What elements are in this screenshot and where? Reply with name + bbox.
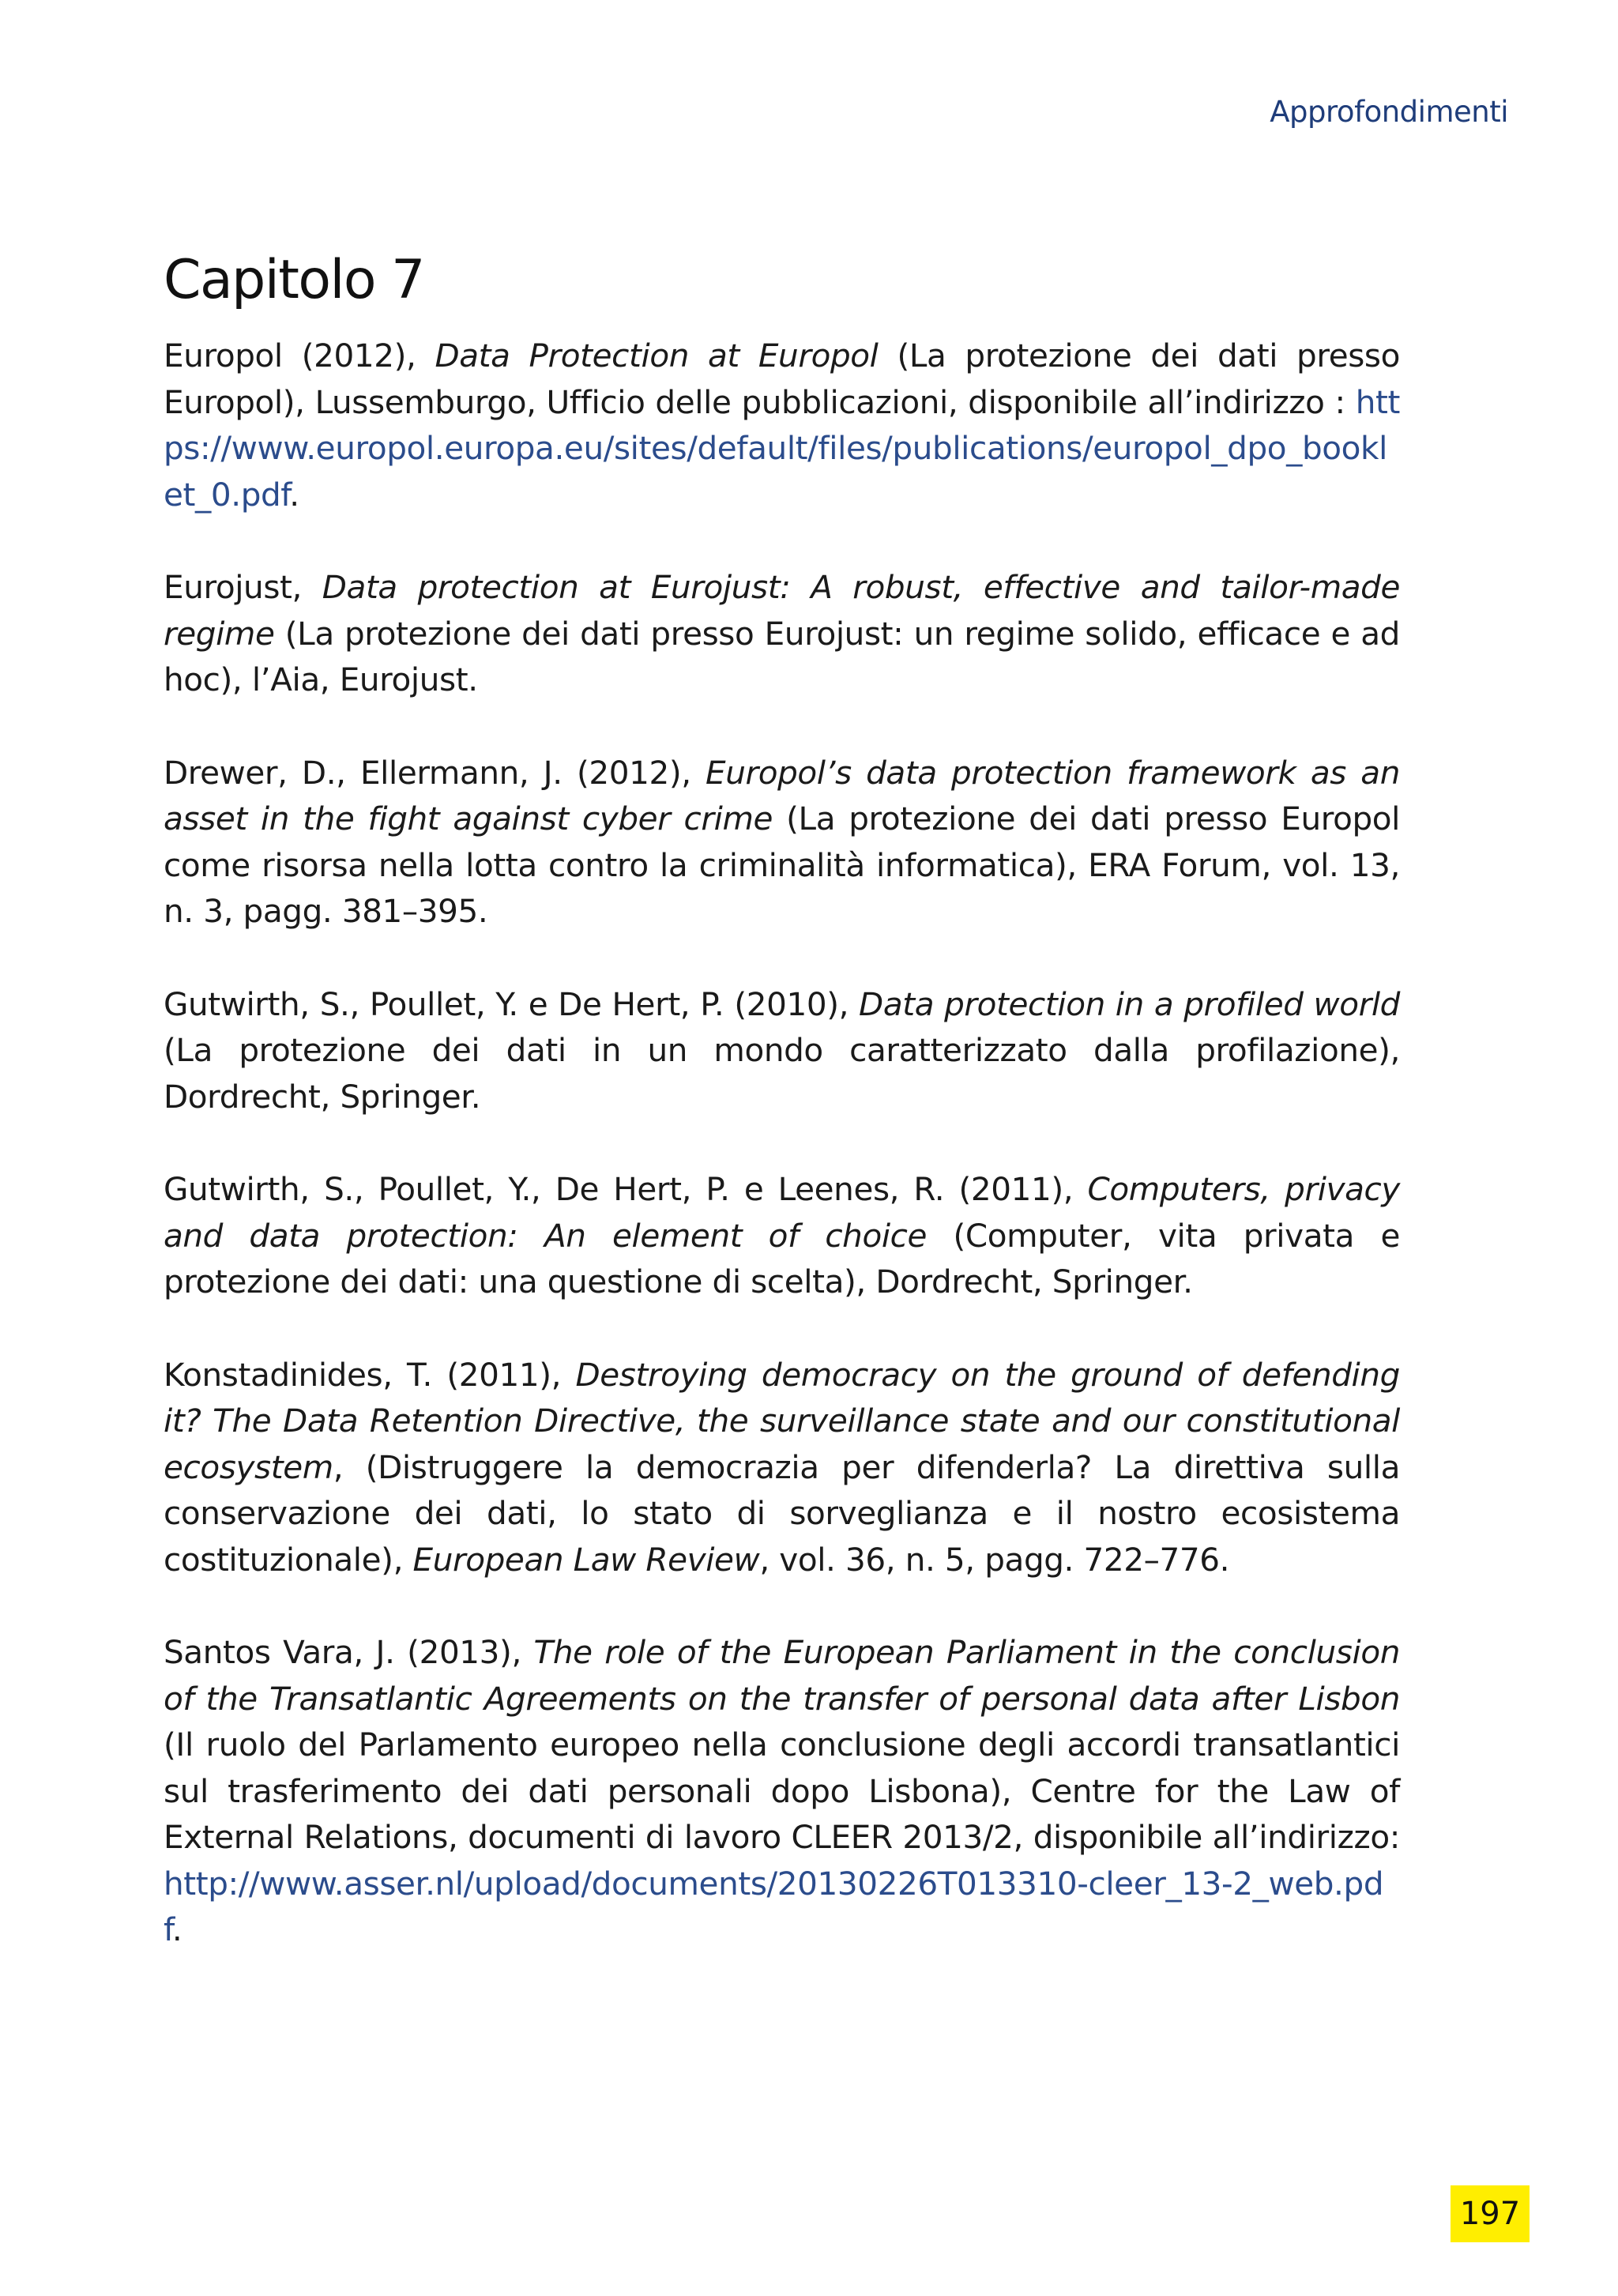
reference-details: (Il ruolo del Parlamento europeo nella conclusione degli accordi transatlantici sul trasferimento dei dati personali dopo Lisbona), Centre for the Law of External Relations, documenti di lavoro CLEER 2013/2, disponibile all’indirizzo: bbox=[164, 1726, 1400, 1856]
reference-end: , vol. 36, n. 5, pagg. 722–776. bbox=[759, 1540, 1230, 1579]
reference-details: (La protezione dei dati presso Europol), Lussemburgo, Ufficio delle pubblicazioni, disponibile all’indirizzo : bbox=[164, 337, 1400, 421]
reference-item bbox=[164, 333, 1400, 518]
reference-item bbox=[164, 1166, 1400, 1305]
reference-item bbox=[164, 750, 1400, 935]
reference-title: Destroying democracy on the ground of defending it? The Data Retention Directive, the surveillance state and our constitutional ecosystem bbox=[164, 1355, 1400, 1486]
reference-authors: Drewer, D., Ellermann, J. (2012), bbox=[164, 753, 706, 792]
reference-item bbox=[164, 1629, 1400, 1953]
reference-title: Europol’s data protection framework as an asset in the fight against cyber crime bbox=[164, 753, 1400, 837]
reference-end: . bbox=[289, 475, 299, 514]
reference-title: Data protection in a profiled world bbox=[859, 984, 1400, 1023]
reference-authors: Gutwirth, S., Poullet, Y., De Hert, P. e Leenes, R. (2011), bbox=[164, 1170, 1088, 1208]
reference-item bbox=[164, 1352, 1400, 1583]
reference-link[interactable]: https://www.europol.europa.eu/sites/default/files/publications/europol_dpo_booklet_0.pdf bbox=[164, 382, 1400, 514]
reference-title: Data Protection at Europol bbox=[435, 337, 879, 375]
reference-details: (La protezione dei dati presso Europol come risorsa nella lotta contro la criminalità informatica), ERA Forum, vol. 13, n. 3, pagg. 381–395. bbox=[164, 800, 1400, 930]
reference-authors: Eurojust, bbox=[164, 568, 322, 606]
reference-authors: Europol (2012), bbox=[164, 337, 435, 375]
reference-item bbox=[164, 564, 1400, 703]
reference-title: Computers, privacy and data protection: An element of choice bbox=[164, 1170, 1400, 1255]
reference-details: , (Distruggere la democrazia per difenderla? La direttiva sulla conservazione dei dati, lo stato di sorveglianza e il nostro ecosistema costituzionale), bbox=[164, 1447, 1400, 1579]
reference-end: . bbox=[171, 1910, 182, 1948]
reference-journal: European Law Review bbox=[412, 1540, 760, 1579]
chapter-title: Capitolo 7 bbox=[164, 249, 424, 311]
reference-details: (Computer, vita privata e protezione dei dati: una questione di scelta), Dordrecht, Springer. bbox=[164, 1216, 1400, 1300]
reference-authors: Konstadinides, T. (2011), bbox=[164, 1355, 576, 1394]
reference-title: The role of the European Parliament in the conclusion of the Transatlantic Agreements on the transfer of personal data after Lisbon bbox=[164, 1633, 1400, 1718]
reference-title: Data protection at Eurojust: A robust, effective and tailor-made regime bbox=[164, 568, 1400, 653]
reference-link[interactable]: http://www.asser.nl/upload/documents/20130226T013310-cleer_13-2_web.pdf bbox=[164, 1864, 1384, 1948]
reference-details: (La protezione dei dati presso Eurojust: un regime solido, efficace e ad hoc), l’Aia, Eurojust. bbox=[164, 614, 1400, 698]
reference-list bbox=[164, 333, 1400, 2000]
page-number-badge: 197 bbox=[1451, 2185, 1530, 2242]
reference-item bbox=[164, 981, 1400, 1120]
reference-authors: Santos Vara, J. (2013), bbox=[164, 1633, 534, 1671]
reference-details: (La protezione dei dati in un mondo caratterizzato dalla profilazione), Dordrecht, Springer. bbox=[164, 1031, 1400, 1116]
reference-authors: Gutwirth, S., Poullet, Y. e De Hert, P. (2010), bbox=[164, 984, 860, 1023]
running-head: Approfondimenti bbox=[1270, 95, 1508, 129]
